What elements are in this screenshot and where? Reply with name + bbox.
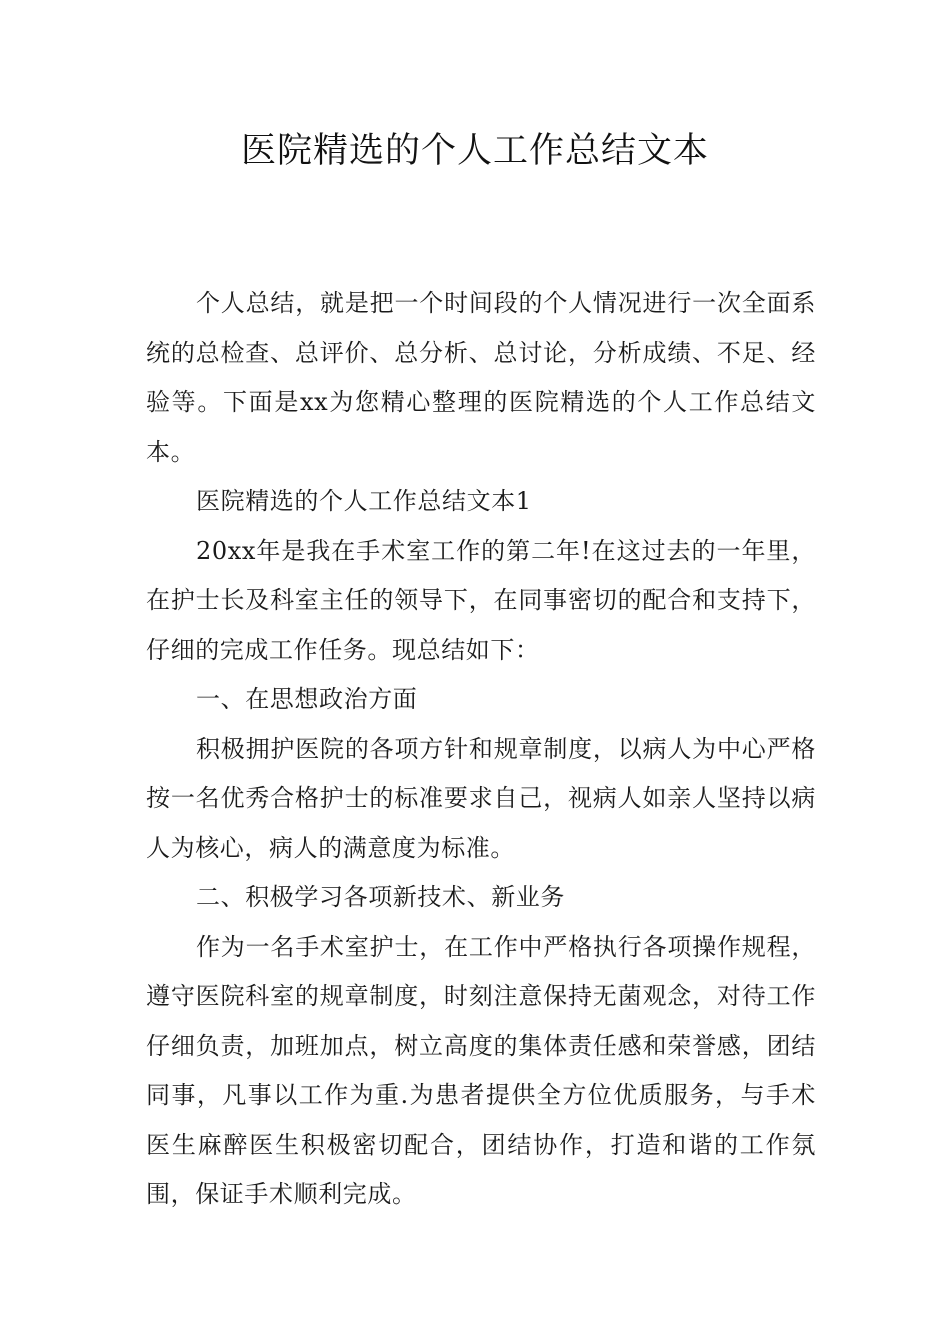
political-thought-paragraph: 积极拥护医院的各项方针和规章制度，以病人为中心严格按一名优秀合格护士的标准要求自己，视病人如亲人坚持以病人为核心，病人的满意度为标准。 [146, 734, 816, 862]
intro-paragraph: 个人总结，就是把一个时间段的个人情况进行一次全面系统的总检查、总评价、总分析、总讨论，分析成绩、不足、经验等。下面是xx为您精心整理的医院精选的个人工作总结文本。 [146, 289, 816, 466]
document-body [146, 279, 816, 1220]
new-technology-paragraph: 作为一名手术室护士，在工作中严格执行各项操作规程，遵守医院科室的规章制度，时刻注意保持无菌观念，对待工作仔细负责，加班加点，树立高度的集体责任感和荣誉感，团结同事，凡事以工作为重.为患者提供全方位优质服务，与手术医生麻醉医生积极密切配合，团结协作，打造和谐的工作氛围，保证手术顺利完成。 [146, 932, 816, 1208]
document-title: 医院精选的个人工作总结文本 [240, 131, 709, 171]
section-heading-text-1: 医院精选的个人工作总结文本1 [196, 487, 532, 515]
summary-intro-paragraph: 20xx年是我在手术室工作的第二年!在这过去的一年里，在护士长及科室主任的领导下，在同事密切的配合和支持下，仔细的完成工作任务。现总结如下： [146, 536, 816, 664]
heading-political-thought: 一、在思想政治方面 [196, 685, 418, 713]
heading-new-technology: 二、积极学习各项新技术、新业务 [196, 883, 565, 911]
